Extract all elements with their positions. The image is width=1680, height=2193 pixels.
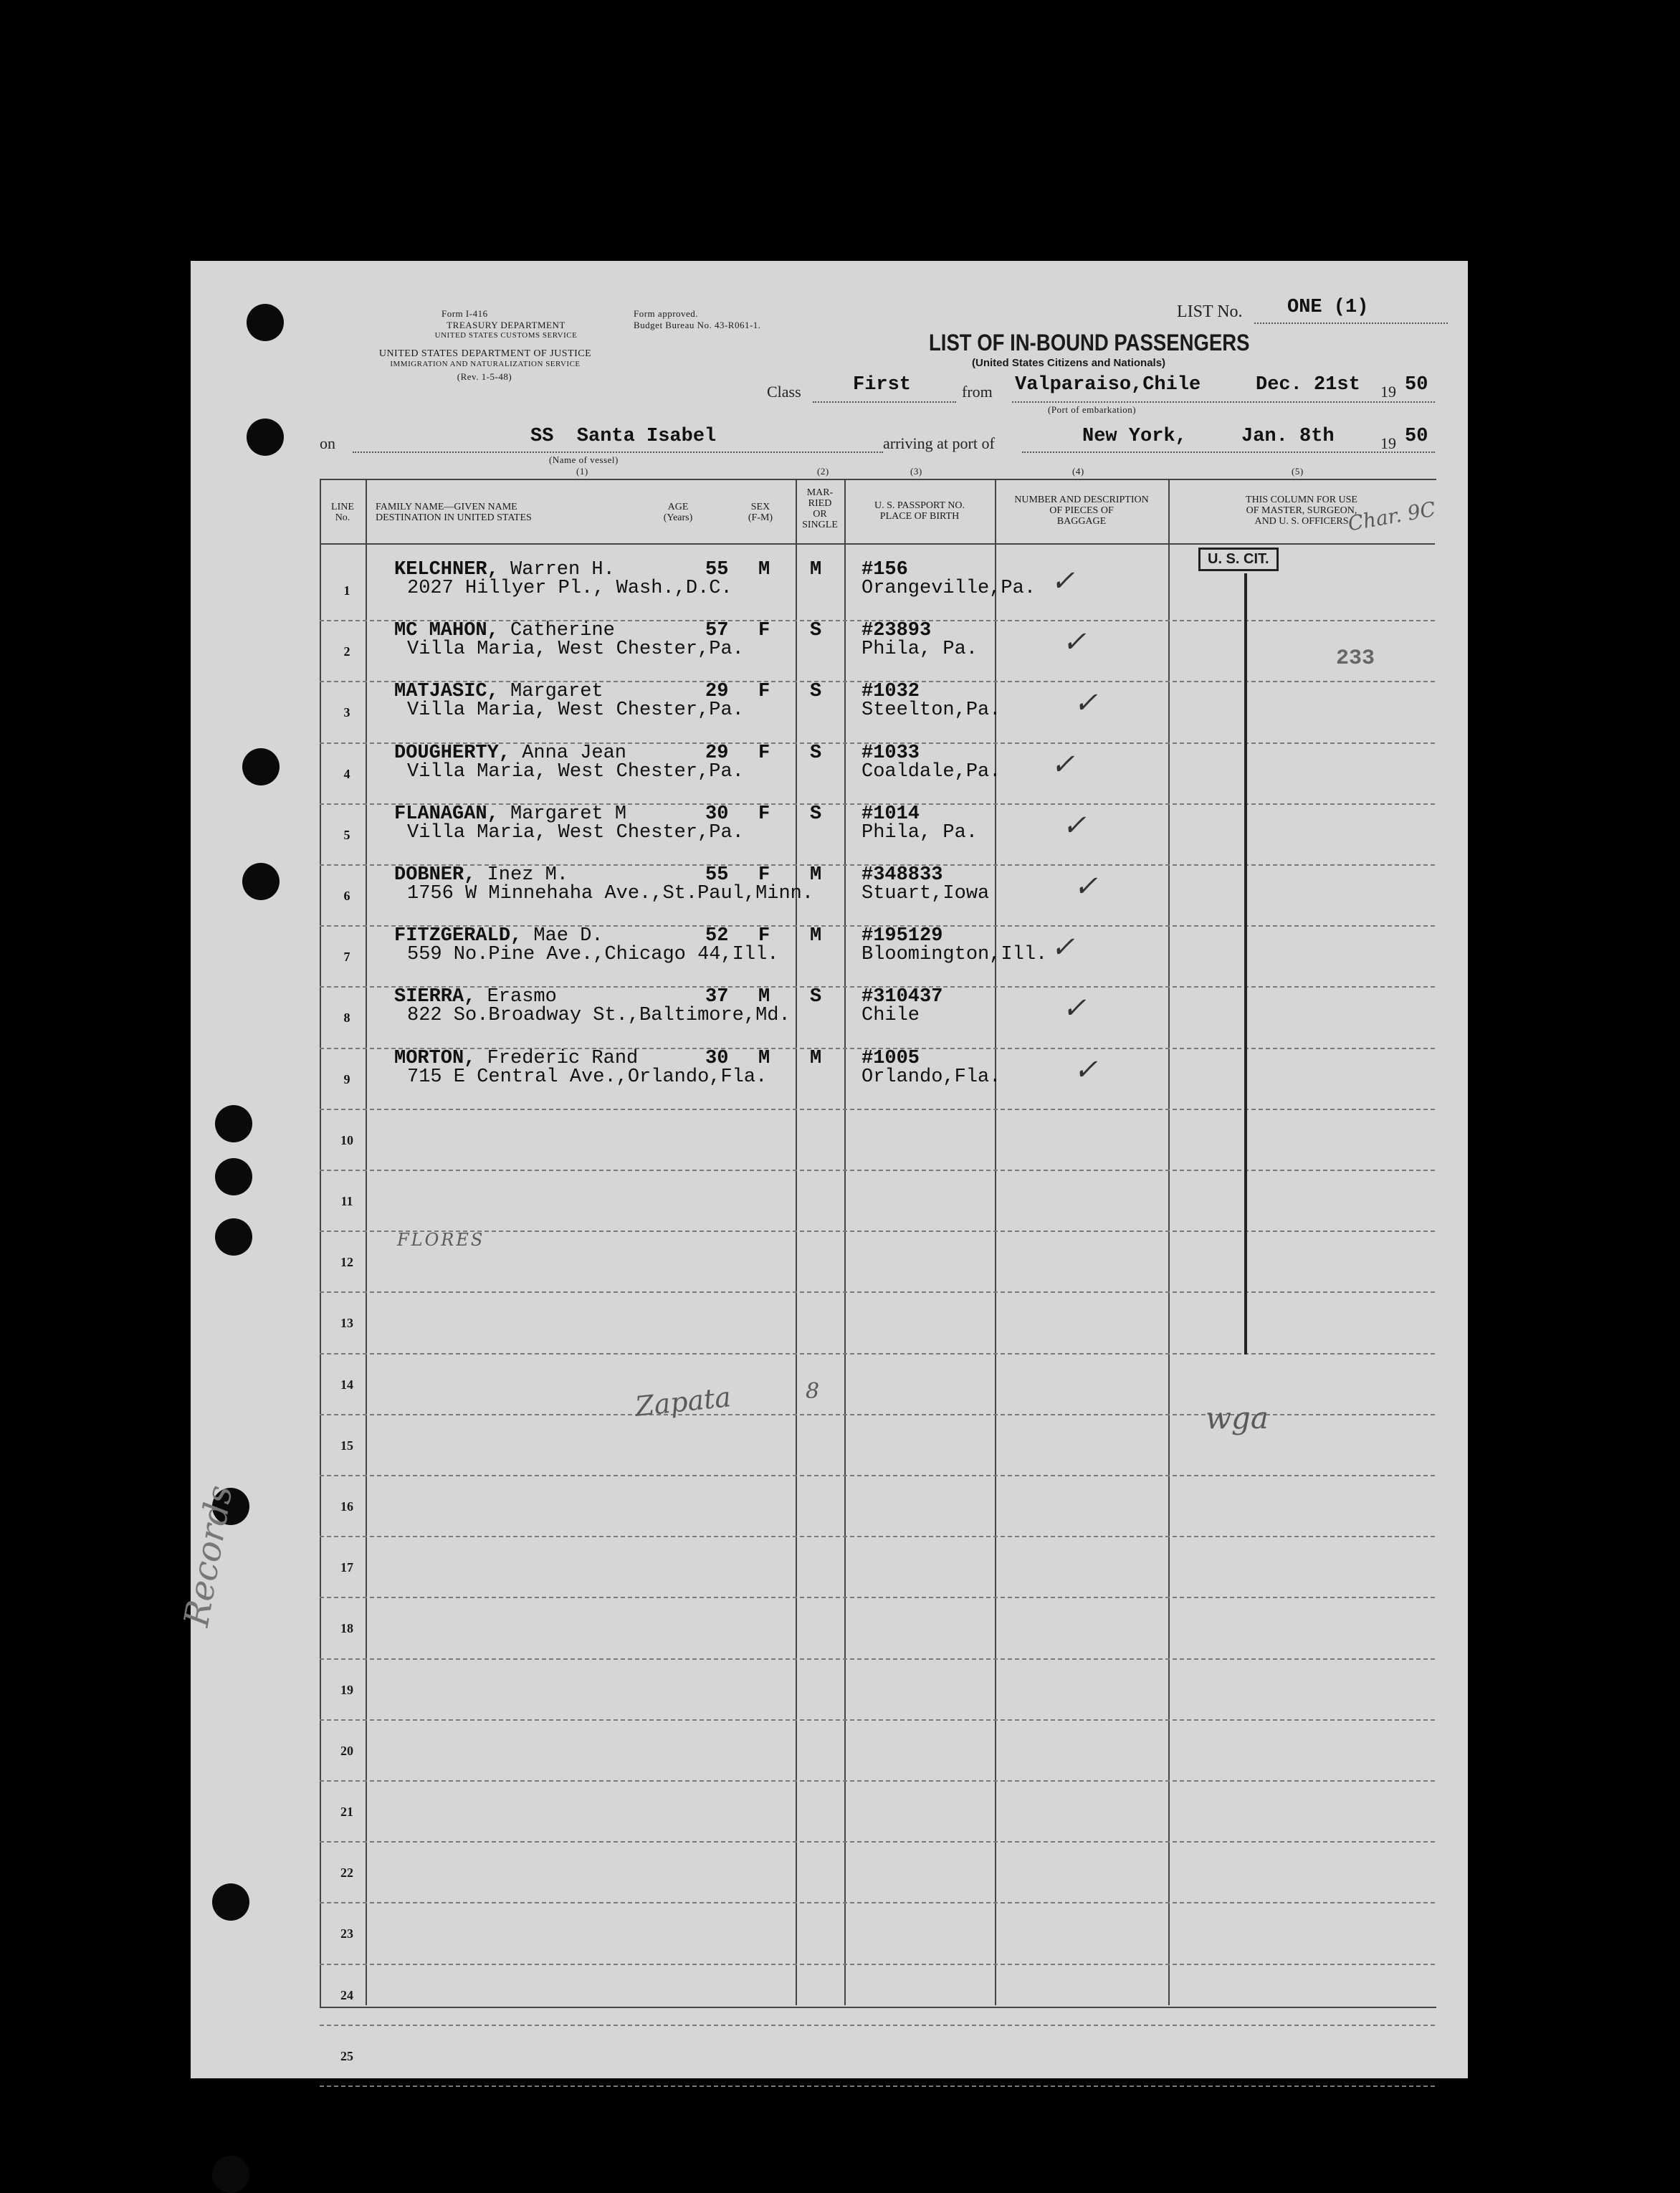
punch-hole: [247, 304, 284, 341]
row-rule: [320, 1597, 1435, 1598]
line-number: 9: [343, 1071, 350, 1086]
passport-number: #156: [862, 559, 908, 580]
destination: 2027 Hillyer Pl., Wash.,D.C.: [407, 578, 732, 599]
passport-number: #1032: [862, 681, 920, 703]
family-name: KELCHNER,: [394, 559, 499, 580]
budget-bureau: Budget Bureau No. 43-R061-1.: [634, 320, 761, 330]
row-rule: [320, 1170, 1435, 1171]
line-number: 10: [340, 1132, 353, 1147]
family-name: FITZGERALD,: [394, 925, 522, 947]
sex: M: [758, 1047, 770, 1069]
initials: wga: [1206, 1400, 1269, 1435]
marital-status: S: [810, 620, 822, 642]
punch-hole: [247, 419, 284, 456]
age: 37: [705, 986, 729, 1008]
age: 29: [705, 742, 729, 764]
given-name: Frederic Rand: [487, 1047, 639, 1069]
dept-customs: UNITED STATES CUSTOMS SERVICE: [434, 331, 578, 340]
destination: Villa Maria, West Chester,Pa.: [407, 821, 744, 844]
on-label: on: [320, 434, 335, 452]
manifest-sheet: [176, 261, 1468, 2078]
margin-note: Char. 9C: [1346, 497, 1438, 536]
sex: F: [758, 681, 770, 703]
given-name: Mae D.: [533, 925, 603, 947]
row-rule: [320, 2025, 1435, 2026]
line-number: 21: [340, 1805, 353, 1819]
place-of-birth: Chile: [862, 1005, 920, 1027]
dept-justice: UNITED STATES DEPARTMENT OF JUSTICE: [378, 348, 592, 359]
class-label: Class: [767, 383, 801, 401]
marital-status: S: [810, 803, 822, 825]
given-name: Margaret: [510, 681, 603, 703]
passport-number: #23893: [862, 620, 932, 642]
given-name: Erasmo: [487, 986, 557, 1008]
line-number: 24: [340, 1987, 353, 2002]
age: 30: [705, 803, 729, 825]
departure-date: Dec. 21st: [1256, 374, 1360, 396]
line-number: 3: [343, 705, 350, 720]
family-name: FLANAGAN,: [394, 803, 499, 825]
row-rule: [320, 1841, 1435, 1843]
signature-mark: 8: [806, 1379, 820, 1404]
age: 57: [705, 620, 729, 642]
col-num-4: (4): [1072, 466, 1084, 477]
class-value: First: [853, 374, 912, 396]
row-rule: [320, 1109, 1435, 1110]
family-name: MORTON,: [394, 1047, 476, 1069]
line-number: 14: [340, 1377, 353, 1392]
arrival-year: 50: [1405, 426, 1428, 447]
list-no-value: ONE (1): [1287, 297, 1369, 318]
col-num-1: (1): [576, 466, 588, 477]
row-rule: [320, 1658, 1435, 1660]
form-subtitle: (United States Citizens and Nationals): [972, 357, 1166, 369]
form-number: Form I-416: [442, 308, 488, 319]
check-mark-icon: ✓: [1074, 870, 1098, 903]
check-mark-icon: ✓: [1051, 747, 1075, 781]
line-number: 5: [343, 827, 350, 842]
line-number: 20: [340, 1743, 353, 1758]
punch-hole: [242, 863, 280, 900]
marital-status: M: [810, 1047, 822, 1069]
arrival-port: New York,: [1082, 426, 1187, 447]
place-of-birth: Steelton,Pa.: [862, 699, 1001, 722]
punch-hole: [215, 1105, 252, 1142]
header-rule: [320, 543, 1435, 545]
destination: Villa Maria, West Chester,Pa.: [407, 699, 744, 722]
given-name: Catherine: [510, 620, 615, 642]
check-mark-icon: ✓: [1062, 992, 1087, 1026]
from-label: from: [962, 383, 993, 401]
marital-status: M: [810, 559, 822, 580]
place-of-birth: Bloomington,Ill.: [862, 944, 1048, 966]
check-mark-icon: ✓: [1074, 1053, 1098, 1086]
left-margin-note: Records: [176, 1482, 241, 1630]
form-approved: Form approved.: [634, 308, 699, 319]
age: 52: [705, 925, 729, 947]
row-rule: [320, 1536, 1435, 1537]
line-number: 19: [340, 1682, 353, 1697]
destination: 1756 W Minnehaha Ave.,St.Paul,Minn.: [407, 883, 814, 904]
vessel-caption: (Name of vessel): [549, 454, 619, 465]
port-embarkation: Valparaiso,Chile: [1015, 374, 1201, 396]
line-number: 2: [343, 644, 350, 659]
col-num-5: (5): [1292, 466, 1304, 477]
marital-status: M: [810, 925, 822, 947]
list-no-label: LIST No.: [1177, 302, 1243, 321]
passport-number: #1014: [862, 803, 920, 825]
marital-status: M: [810, 864, 822, 886]
header-line: LINE No.: [331, 502, 354, 523]
sex: F: [758, 803, 770, 825]
header-officers: THIS COLUMN FOR USE OF MASTER, SURGEON, AND U. S. OFFICERS: [1246, 494, 1357, 527]
us-citizen-stamp: U. S. CIT.: [1198, 548, 1279, 571]
family-name: MC MAHON,: [394, 620, 499, 642]
row-rule: [320, 1353, 1435, 1354]
marital-status: S: [810, 681, 822, 703]
departure-year: 50: [1405, 374, 1428, 396]
dept-treasury: TREASURY DEPARTMENT: [447, 320, 565, 330]
arrival-year-prefix: 19: [1380, 434, 1396, 452]
line-number: 6: [343, 889, 350, 903]
passport-number: #1005: [862, 1047, 920, 1069]
stamp-bracket-line: [1244, 573, 1247, 1354]
header-baggage: NUMBER AND DESCRIPTION OF PIECES OF BAGGAGE: [1014, 494, 1149, 527]
place-of-birth: Orangeville,Pa.: [862, 578, 1036, 599]
punch-hole: [215, 1218, 252, 1256]
age: 30: [705, 1047, 729, 1069]
header-name: FAMILY NAME—GIVEN NAME DESTINATION IN UNITED STATES: [376, 502, 532, 523]
line-number: 18: [340, 1621, 353, 1636]
destination: 715 E Central Ave.,Orlando,Fla.: [407, 1066, 768, 1088]
header-passport: U. S. PASSPORT NO. PLACE OF BIRTH: [874, 500, 965, 522]
family-name: DOUGHERTY,: [394, 742, 511, 764]
row-rule: [320, 1902, 1435, 1903]
family-name: DOBNER,: [394, 864, 476, 886]
given-name: Warren H.: [510, 559, 615, 580]
place-of-birth: Phila, Pa.: [862, 639, 978, 661]
destination: 822 So.Broadway St.,Baltimore,Md.: [407, 1005, 791, 1027]
sex: F: [758, 620, 770, 642]
sex: F: [758, 742, 770, 764]
row-rule: [320, 1291, 1435, 1293]
row-rule: [320, 2086, 1435, 2087]
check-mark-icon: ✓: [1062, 808, 1087, 842]
vessel-name: SS Santa Isabel: [530, 426, 717, 447]
line-number: 11: [340, 1194, 353, 1208]
col-num-2: (2): [817, 466, 829, 477]
line-number: 1: [343, 583, 350, 598]
given-name: Margaret M: [510, 803, 627, 825]
given-name: Inez M.: [487, 864, 569, 886]
header-married: MAR- RIED OR SINGLE: [802, 487, 838, 530]
row-rule: [320, 1780, 1435, 1782]
given-name: Anna Jean: [522, 742, 627, 764]
passport-number: #310437: [862, 986, 943, 1008]
row-rule: [320, 1231, 1435, 1232]
line-number: 23: [340, 1926, 353, 1941]
sex: M: [758, 986, 770, 1008]
row-rule: [320, 1964, 1435, 1965]
place-of-birth: Orlando,Fla.: [862, 1066, 1001, 1088]
passport-number: #348833: [862, 864, 943, 886]
passport-number: #195129: [862, 925, 943, 947]
destination: Villa Maria, West Chester,Pa.: [407, 639, 744, 661]
destination: Villa Maria, West Chester,Pa.: [407, 760, 744, 783]
marital-status: S: [810, 986, 822, 1008]
sex: M: [758, 559, 770, 580]
line-number: 22: [340, 1865, 353, 1881]
departure-year-prefix: 19: [1380, 383, 1396, 401]
line-number: 13: [340, 1316, 353, 1331]
check-mark-icon: ✓: [1051, 931, 1075, 965]
punch-hole: [215, 1158, 252, 1195]
check-mark-icon: ✓: [1074, 687, 1098, 720]
sex: F: [758, 925, 770, 947]
place-of-birth: Coaldale,Pa.: [862, 760, 1001, 783]
check-mark-icon: ✓: [1062, 626, 1087, 659]
family-name: SIERRA,: [394, 986, 476, 1008]
punch-hole: [212, 1883, 249, 1921]
dept-ins: IMMIGRATION AND NATURALIZATION SERVICE: [390, 360, 581, 368]
row-rule: [320, 1719, 1435, 1721]
line-number: 7: [343, 950, 350, 965]
check-mark-icon: ✓: [1051, 565, 1075, 598]
arrival-date: Jan. 8th: [1241, 426, 1335, 447]
arriving-label: arriving at port of: [883, 434, 995, 452]
header-age: AGE (Years): [663, 502, 693, 523]
line-number: 16: [340, 1499, 353, 1514]
age: 55: [705, 864, 729, 886]
revision: (Rev. 1-5-48): [457, 371, 512, 382]
destination: 559 No.Pine Ave.,Chicago 44,Ill.: [407, 944, 779, 966]
signature: Zapata: [634, 1381, 732, 1423]
line-number: 12: [340, 1255, 353, 1270]
marital-status: S: [810, 742, 822, 764]
row-rule: [320, 1475, 1435, 1476]
age: 55: [705, 559, 729, 580]
place-of-birth: Stuart,Iowa: [862, 883, 990, 904]
form-title: LIST OF IN-BOUND PASSENGERS: [929, 330, 1250, 355]
place-of-birth: Phila, Pa.: [862, 821, 978, 844]
sex: F: [758, 864, 770, 886]
punch-hole: [212, 2156, 249, 2193]
age: 29: [705, 681, 729, 703]
punch-hole: [242, 748, 280, 785]
handwritten-flores: FLORES: [397, 1230, 485, 1250]
number-233: 233: [1336, 646, 1375, 671]
family-name: MATJASIC,: [394, 681, 499, 703]
line-number: 8: [343, 1010, 350, 1026]
passport-number: #1033: [862, 742, 920, 764]
col-num-3: (3): [910, 466, 922, 477]
header-sex: SEX (F-M): [748, 502, 773, 523]
line-number: 4: [343, 766, 350, 781]
line-number: 17: [340, 1560, 353, 1575]
port-caption: (Port of embarkation): [1048, 404, 1137, 415]
line-number: 15: [340, 1438, 353, 1453]
line-number: 25: [340, 2048, 353, 2063]
